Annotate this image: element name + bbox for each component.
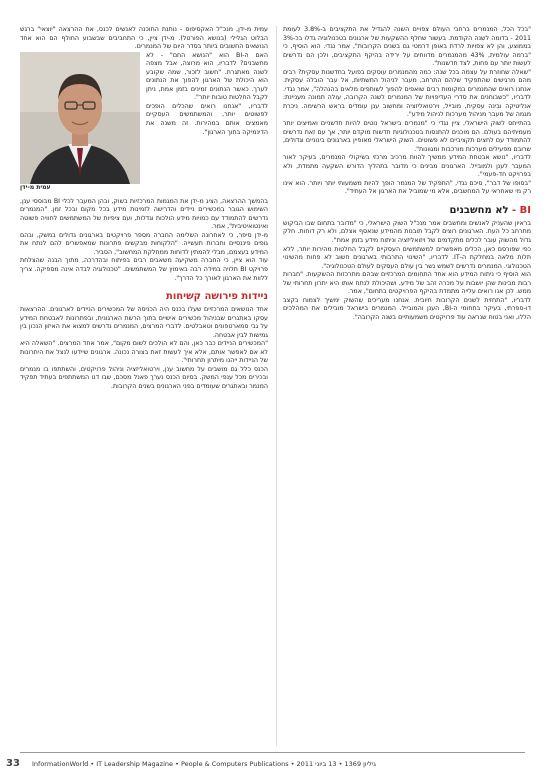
photo-block (20, 52, 268, 194)
footer-rule (20, 752, 525, 753)
left-column (20, 26, 268, 392)
page-number: 33 (6, 758, 20, 769)
body-paragraph: "המכשירים הניידים כבר כאן, והם לא הולכים לשום מקום", אמר אחד המרצים. "השאלה היא לא אם לאפשר אותם, אלא איך לעשות זאת בצורה נכונה. ארגונים שיידעו לנצל את היתרונות של הניידות ייהנו מיתרון תחרותי". (20, 340, 268, 365)
body-paragraph: בראיון שהעניק לאנשים ומחשבים אמר מנכ"ל השוק הישראלי, כי "מדובר בתחום שבו הביקוש מתרחב כל העת. הארגונים רוצים לקבל תובנות מהמידע שנאסף אצלם, ולא רק דוחות. חלק גדול מהשוק עובר לכלים מתקדמים של ויזואליזציה וניתוח מידע בזמן אמת". (283, 219, 531, 245)
body-paragraph: עוד הוא ציין, כי החברה משקיעה משאבים רבים בפיתוח ובהדרכה, מתוך הבנה שהצלחת פרויקט BI תלויה במידה רבה באימוץ של המשתמשים. "טכנולוגיה לבדה אינה מספיקה. צריך ללוות את הארגון לאורך כל הדרך". (20, 257, 268, 282)
body-paragraph: הוא הוסיף כי ניתוח המידע הוא אחד התחומים המרכזיים שבהם מתרכזות ההשקעות. "חברות רבות מבינות שהן יושבות על מכרה זהב של מידע, ושהיכולת לנתח אותו היא יתרון תחרותי של ממש. לכן אנו רואים עלייה מתמדת בהיקף הפרויקטים בתחום", אמר. (283, 271, 531, 296)
body-paragraph: לדבריו, "התחזית לשנים הקרובות חיובית. אנחנו מעריכים שהשוק ימשיך לצמוח בקצב דו-ספרתי, בעיקר בתחומי ה-BI, הענן והמובייל. המנמרים בישראל מובילים את המהלכים הללו, ואני בטוח שנראה עוד פרויקטים משמעותיים בשנה הקרובה". (283, 296, 532, 321)
body-paragraph: לדבריו, "נושא אבטחת המידע ממשיך להוות מרכיב מרכזי בשיקולי המנמרים, בעיקר לאור המעבר לענן ולמובייל. הארגונים מבינים כי מדובר בתהליך הדורש השקעה מתמדת, ולא בפרויקט חד-פעמי". (283, 154, 531, 179)
body-paragraph: לדבריו, "אנחנו רואים שהכלים הופכים לפשוטים יותר, והמשתמשים העסקיים מאמצים אותם במהירות. זה משנה את הדינמיקה בתוך הארגון". (146, 102, 268, 136)
body-paragraph: כפי שפורסם כאן, הכלים מאפשרים למשתמשים העסקיים לקבל החלטות מהירות יותר, ללא תלות מלאה במחלקת ה-IT. לדבריו, "השינוי התרבותי בארגונים חשוב לא פחות מהשינוי הטכנולוגי. המנמרים נדרשים לשמש גשר בין עולם העסקים לעולם הטכנולוגיה". (283, 245, 531, 270)
section-heading (20, 291, 268, 303)
photo-caption: עמית מ-ידן (20, 183, 51, 191)
body-paragraph: בהתייחס לשוק הישראלי, ציין נגדי כי "מנמרים בישראל נוטים להיות חדשניים ואמיצים יותר מעמיתיהם בעולם. הם מוכנים להתנסות בטכנולוגיות חדשות מוקדם יותר, אך עם זאת נדרשים להתמודד עם לחצים תקציביים לא פשוטים. השוק הישראלי מאופיין בארגונים בינוניים וגדולים, שרובם מפעילים מערכות מורכבות ומגוונות". (283, 120, 531, 153)
body-paragraph: מ-ידן סיפר, כי לאחרונה השלימה החברה מספר פרויקטים בארגונים גדולים במשק, ובהם גופים פיננסיים וחברות תעשייה. "הלקוחות מבקשים פתרונות שמאפשרים להם לנתח את המידע בעצמם, מבלי להמתין לדוחות ממחלקת המחשוב", הסביר. (20, 231, 268, 256)
body-paragraph: "שאלה שחוזרת על עצמה בכל שנה: כמה מהמנמרים עוסקים בפועל בחדשנות עסקית? רבים מהם מרגישים שהתפקיד שלהם התרחב, מעבר לניהול התשתיות, אל עבר הובלה עסקית. אנחנו רואים שהמנמרים במקומות רבים שואפים להפוך לשותפים מלאים בהנהלה", אמר נגדי. לדבריו, "כשבוחנים את סדרי העדיפויות של המנמרים לשנה הקרובה, עולה תמונה מעניינת: אנליטיקה ובינה עסקית, מובייל, וירטואליזציה ומחשוב ענן עומדים בראש הרשימה. ניכרת מגמה של מעבר מניהול מערכות לניהול מידע". (283, 68, 531, 119)
intro-paragraph: עמית מ-ידן, מנכ"ל האקסיפוס - נותנת התוכנה לאנשים לכנס, את ההרצאה "יוצאי" ברגש הבלוט הגלילי (בנושא הפורטל). מ-ידן ציין, כי התחביבים שבשבוע החולף הם הוא אחד הנושאים החשובים ביותר בסדר היום של המנמרים. (20, 26, 268, 51)
page-footer (0, 752, 545, 774)
portrait-photo (20, 52, 140, 184)
section-heading-text: לא מחשבנים (449, 204, 509, 216)
body-paragraph: הכנס כלל גם מושבים על מחשוב ענן, וירטואליזציה וניהול פרויקטים, והשתתפו בו מנמרים ובכירים מכל ענפי המשק. בסיום הכנס נערך פאנל מסכם, שבו דנו המשתתפים בעתיד תפקיד המנמר ובאתגרים שעומדים בפני הארגונים בשנים הקרובות. (20, 365, 268, 391)
portrait-illustration (20, 52, 140, 184)
photo-wrap-text (146, 52, 268, 137)
section-heading-accent: BI - (508, 204, 531, 216)
right-column (283, 26, 531, 323)
body-paragraph: "בסופו של דבר", סיכם נגדי, "התפקיד של המנמר הופך להיות משמעותי יותר ויותר. הוא אינו רק מי שאחראי על המחשבים, אלא מי שמוביל את הארגון אל העתיד". (283, 179, 531, 196)
publication-info: InformationWorld • IT Leadership Magazine • People & Computers Publications • 2011 גיליון 1369 • 13 ביוני (32, 760, 376, 768)
body-paragraph: האם ה-BI הוא "הנושא החם" - לא מחשבנים? לדבריו, הוא מרוצה, אבל מצפה לשנה מאתגרת. "חשוב לזכור, שמה שקובע הוא היכולת של הארגון להפוך את הנתונים לערך. כאשר הנתונים זמינים בזמן אמת, ניתן לקבל החלטות טובות יותר". (146, 51, 269, 102)
body-paragraph: "בכל הכל, המנמרים ברחבי העולם צפויים השנה להגדיל את התקציבים ב-3.8% לעומת 2011 - בדומה לשנה הקודמת. בעשור שחלף ההשקעות של ארגונים בטכנולוגיה גדלו בכ-3% בממוצע, והן לא צפויות לרדת באופן דרמטי גם בשנים הקרובות", אמר נגדי. הוא הוסיף, כי "ברמה עולמית, 43% מהמנמרים מדווחים על ירידה בהיקף התקציבים, ולכן הם נדרשים לעשות יותר עם פחות, לצד חדשנות". (283, 26, 532, 68)
body-paragraph: אחד הנושאים המרכזיים שעלו בכנס היה הכניסה של המכשירים הניידים לארגונים. ההרצאות עסקו באתגרים שבניהול מכשירים אישיים בתוך הרשת הארגונית, ובפתרונות לאבטחת המידע על גבי סמארטפונים וטאבלטים. לדברי המרצים, המנמרים נדרשים למצוא את האיזון הנכון בין גמישות לבין אבטחה. (20, 306, 268, 339)
column-divider (276, 26, 277, 746)
section-heading (283, 205, 531, 217)
section-heading-text: ניידות פירושה קשיחות (166, 291, 268, 303)
body-paragraph: בהמשך ההרצאה, הציג מ-ידן את המגמות המרכזיות בשוק, ובהן המעבר לכלי BI מבוססי ענן, השימוש הגובר במכשירים ניידים והדרישה לזמינות מידע בכל מקום ובכל זמן. "המנמרים נדרשים להתמודד עם כמויות מידע הולכות וגדלות, ועם ציפיות של המשתמשים לחוויה פשוטה ואינטואיטיבית", אמר. (20, 197, 268, 231)
